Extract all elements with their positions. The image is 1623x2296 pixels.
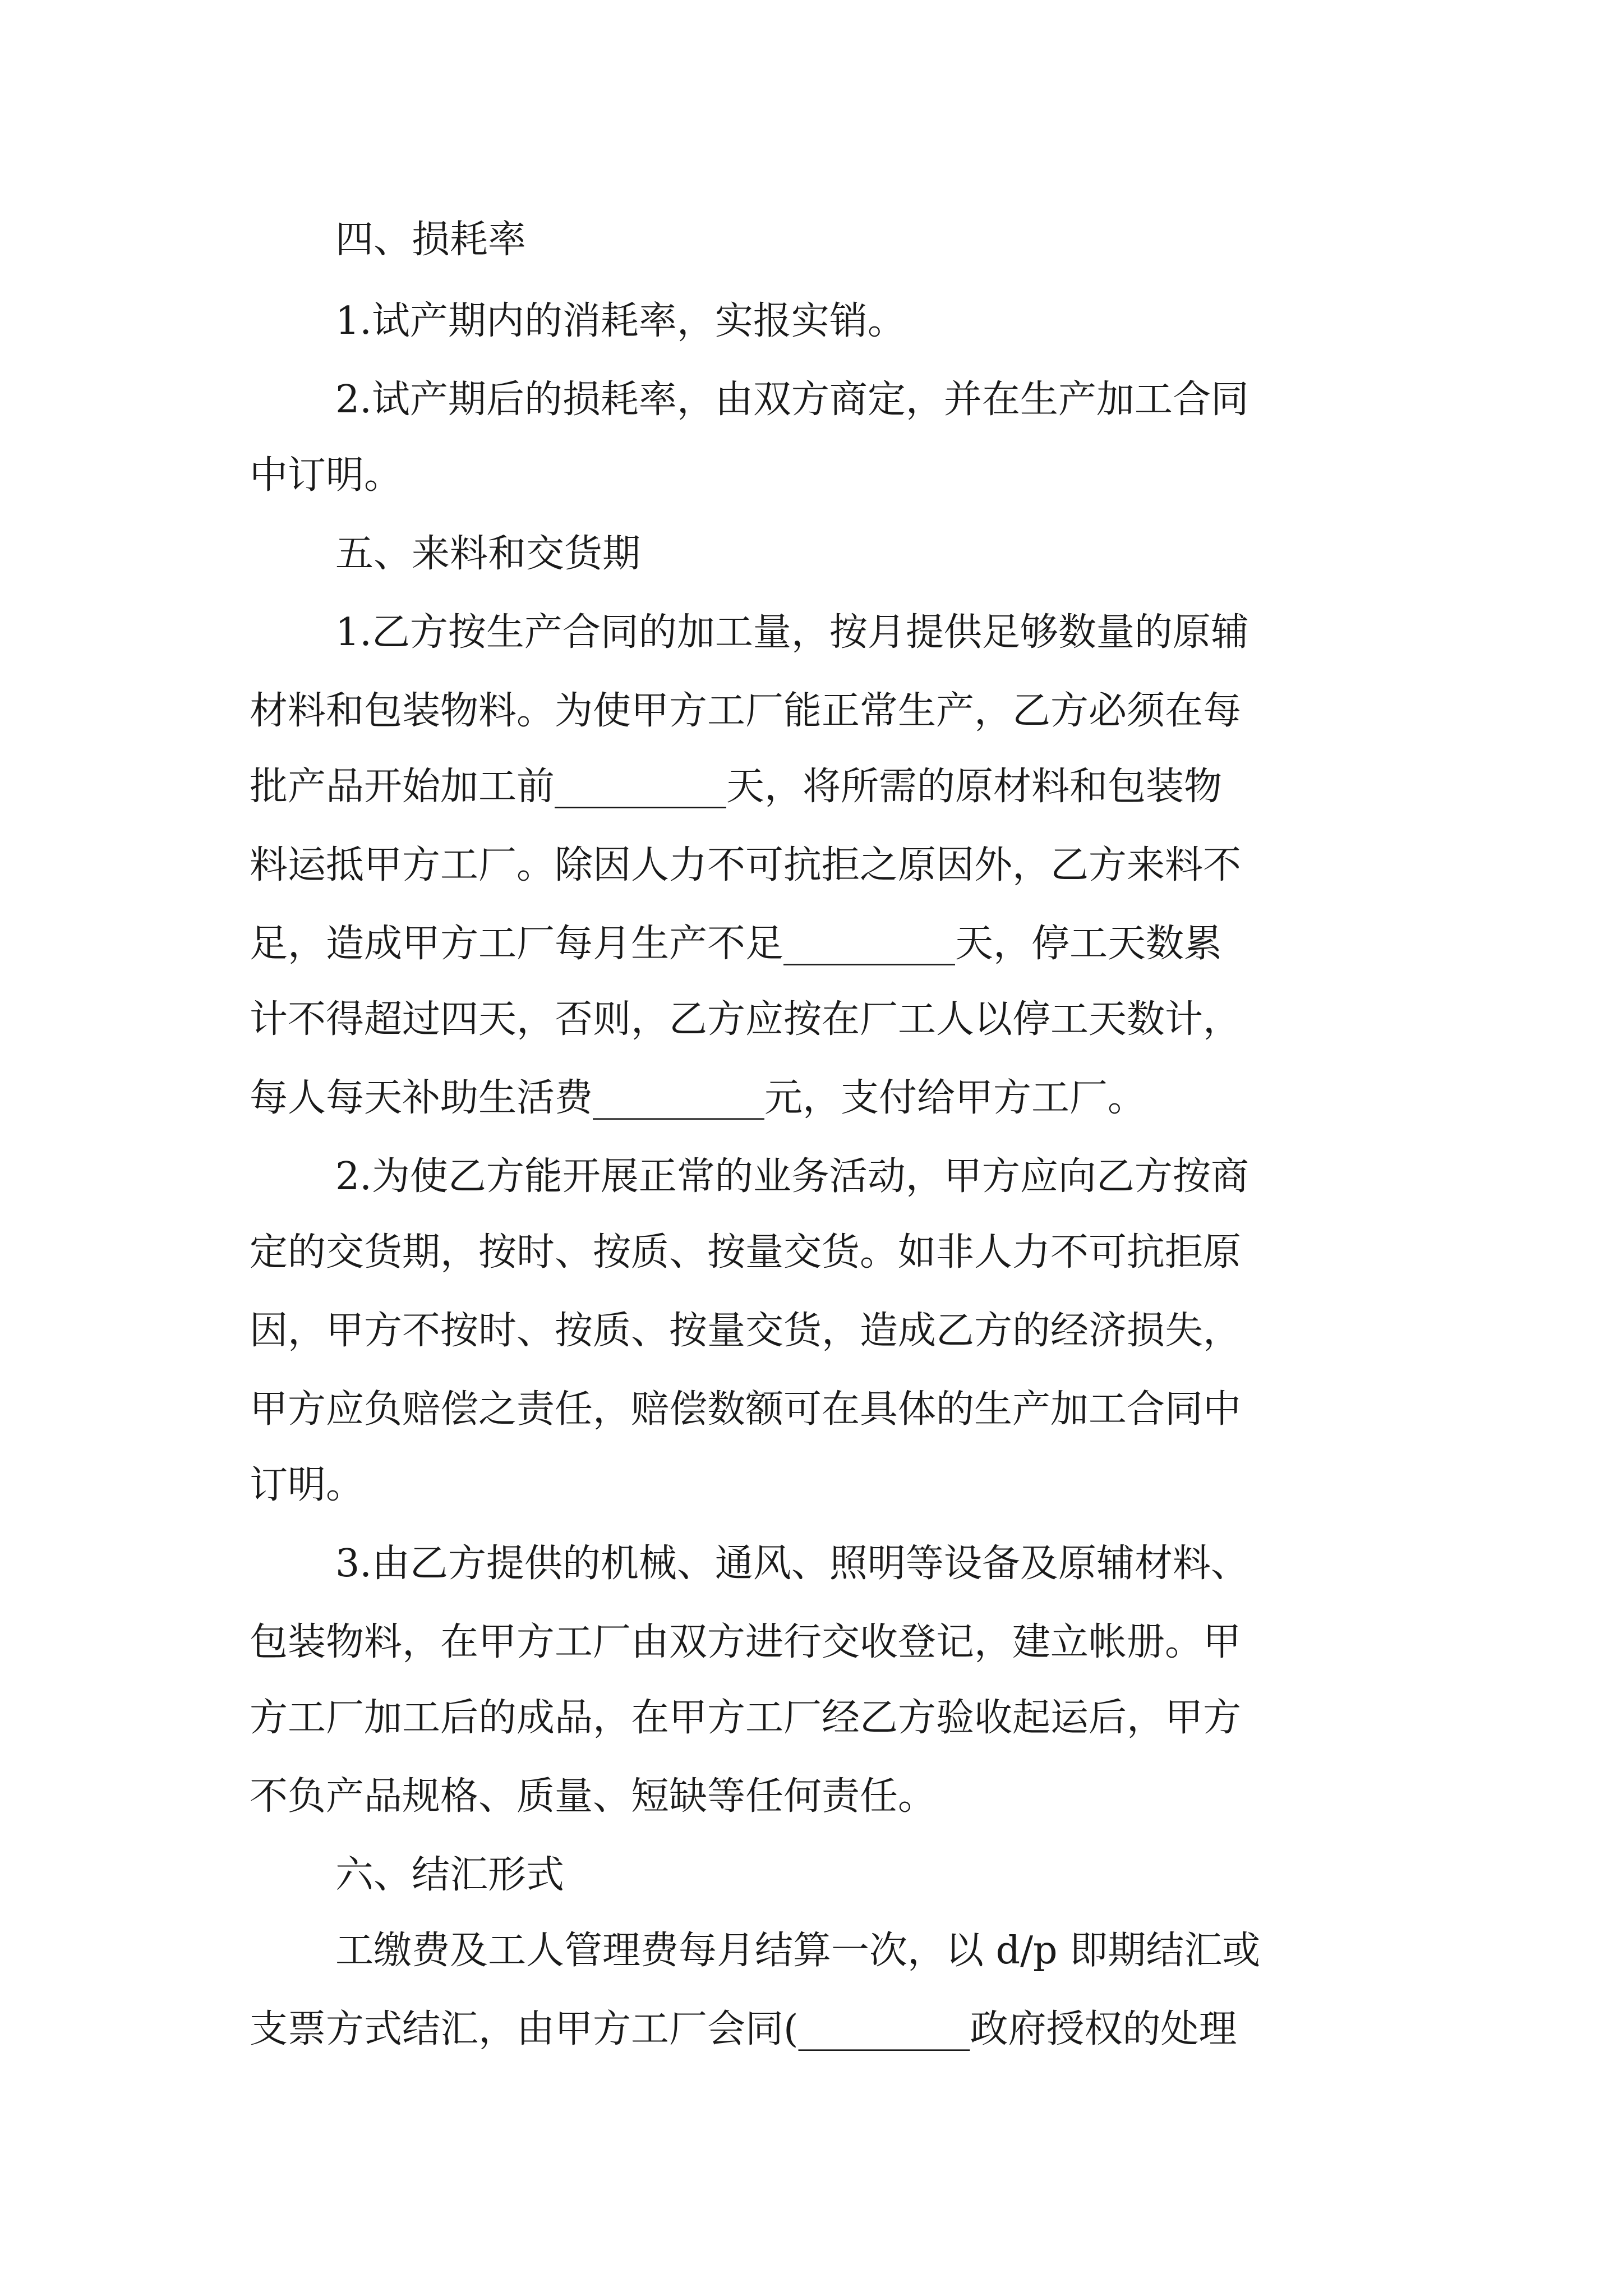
paragraph-line: 材料和包装物料。为使甲方工厂能正常生产，乙方必须在每 [250, 689, 1242, 733]
section-heading-settlement: 六、结汇形式 [335, 1853, 565, 1897]
paragraph-line: 不负产品规格、质量、短缺等任何责任。 [250, 1774, 937, 1819]
paragraph-line: 料运抵甲方工厂。除因人力不可抗拒之原因外，乙方来料不 [250, 843, 1242, 887]
paragraph-line: 方工厂加工后的成品，在甲方工厂经乙方验收起运后，甲方 [250, 1696, 1242, 1740]
paragraph-line: 2.为使乙方能开展正常的业务活动，甲方应向乙方按商 [335, 1154, 1249, 1199]
paragraph-line: 定的交货期，按时、按质、按量交货。如非人力不可抗拒原 [250, 1230, 1242, 1274]
paragraph-line: 甲方应负赔偿之责任，赔偿数额可在具体的生产加工合同中 [250, 1387, 1242, 1432]
paragraph-line: 工缴费及工人管理费每月结算一次，以 d/p 即期结汇或 [335, 1929, 1261, 1973]
paragraph-line: 1.试产期内的消耗率，实报实销。 [335, 299, 906, 343]
paragraph-line: 1.乙方按生产合同的加工量，按月提供足够数量的原辅 [335, 610, 1249, 655]
paragraph-line: 足，造成甲方工厂每月生产不足_________天，停工天数累 [250, 922, 1223, 966]
paragraph-line: 批产品开始加工前_________天，将所需的原材料和包装物 [250, 765, 1223, 809]
paragraph-line: 计不得超过四天，否则，乙方应按在厂工人以停工天数计， [250, 997, 1242, 1042]
paragraph-line: 2.试产期后的损耗率，由双方商定，并在生产加工合同 [335, 378, 1249, 422]
paragraph-line: 每人每天补助生活费_________元，支付给甲方工厂。 [250, 1076, 1146, 1120]
paragraph-line: 订明。 [250, 1463, 365, 1507]
section-heading-materials-delivery: 五、来料和交货期 [335, 532, 641, 576]
paragraph-line: 因，甲方不按时、按质、按量交货，造成乙方的经济损失， [250, 1309, 1242, 1353]
paragraph-line: 包装物料，在甲方工厂由双方进行交收登记，建立帐册。甲 [250, 1620, 1242, 1664]
paragraph-line: 支票方式结汇，由甲方工厂会同(_________政府授权的处理 [250, 2007, 1237, 2051]
section-heading-loss-rate: 四、损耗率 [335, 218, 527, 262]
paragraph-line: 中订明。 [250, 453, 403, 498]
paragraph-line: 3.由乙方提供的机械、通风、照明等设备及原辅材料、 [335, 1542, 1249, 1586]
